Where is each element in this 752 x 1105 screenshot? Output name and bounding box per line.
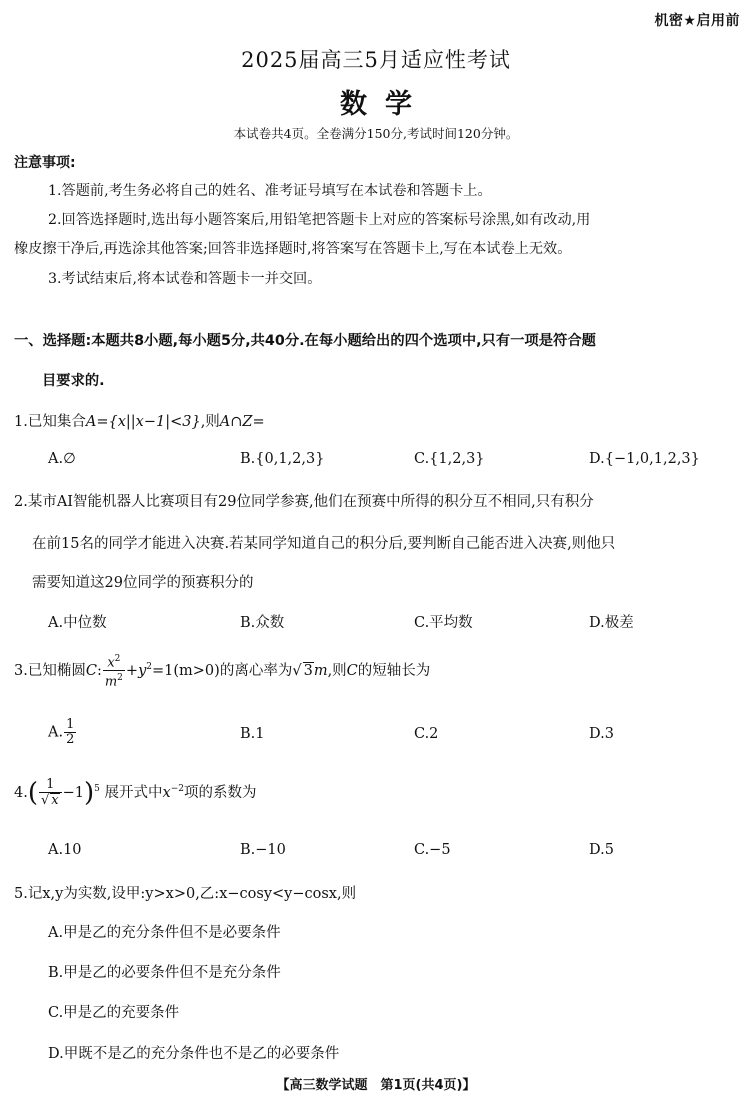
confidential-label: 机密★启用前 xyxy=(654,13,740,29)
question-3 xyxy=(14,652,430,690)
q3-m: m xyxy=(313,662,328,679)
q1-pre: 1.已知集合 xyxy=(14,414,86,430)
q4-exp: 5 xyxy=(94,784,100,795)
q2-line: 2.某市AI智能机器人比赛项目有29位同学参赛,他们在预赛中所得的积分互不相同,只有积分 xyxy=(14,494,594,510)
question-5: 5.记x,y为实数,设甲:y>x>0,乙:x−cosy<y−cosx,则 xyxy=(14,886,357,902)
q4-den-sqrt: √ xyxy=(41,793,50,808)
question-4 xyxy=(14,778,256,808)
q3-colon: : xyxy=(96,662,102,679)
q2-option-b: B.众数 xyxy=(240,615,285,631)
q1-mid: ,则 xyxy=(200,414,220,430)
q1-option-d: D.{−1,0,1,2,3} xyxy=(589,451,700,467)
q3-post2: 的短轴长为 xyxy=(357,662,431,679)
q2-option-a: A.中位数 xyxy=(48,615,107,631)
q3-c: C xyxy=(85,662,97,679)
q1-set: A={x||x−1|<3} xyxy=(85,414,201,430)
note-item: 橡皮擦干净后,再选涂其他答案;回答非选择题时,将答案写在答题卡上,写在本试卷上无效。 xyxy=(14,241,572,257)
q2-option-d: D.极差 xyxy=(589,615,634,631)
notes-heading: 注意事项: xyxy=(14,155,76,171)
q3-eq: =1(m>0)的离心率为 xyxy=(152,662,293,679)
q4-pre: 4. xyxy=(14,785,28,801)
q3-option-a-fraction xyxy=(64,718,76,747)
q3-num-exp: 2 xyxy=(114,654,121,664)
q3-option-d: D.3 xyxy=(589,726,614,742)
q3-pre: 3.已知椭圆 xyxy=(14,662,86,679)
q2-option-c: C.平均数 xyxy=(414,615,473,631)
q4-option-d: D.5 xyxy=(589,842,614,858)
q3-option-c: C.2 xyxy=(414,726,439,742)
q4-option-c: C.−5 xyxy=(414,842,451,858)
subject-title: 数学 xyxy=(340,89,430,120)
q1-option-c: C.{1,2,3} xyxy=(414,451,485,467)
q4-x-exp: −2 xyxy=(170,784,184,795)
q3-c2: C xyxy=(346,662,358,679)
note-item: 3.考试结束后,将本试卷和答题卡一并交回。 xyxy=(48,271,322,287)
q3-option-a-num: 1 xyxy=(66,717,75,732)
q4-fraction xyxy=(39,778,62,808)
q5-option-d: D.甲既不是乙的充分条件也不是乙的必要条件 xyxy=(48,1046,340,1062)
q4-den-x: x xyxy=(51,793,59,808)
q4-rparen: ) xyxy=(84,778,95,808)
q3-fraction xyxy=(103,652,125,690)
q3-y-exp: 2 xyxy=(146,662,152,672)
q5-option-a: A.甲是乙的充分条件但不是必要条件 xyxy=(48,925,281,941)
q4-lparen: ( xyxy=(27,778,38,808)
page-footer: 【高三数学试题 第1页(共4页)】 xyxy=(276,1078,476,1093)
q2-line: 需要知道这29位同学的预赛积分的 xyxy=(32,575,254,591)
note-item: 2.回答选择题时,选出每小题答案后,用铅笔把答题卡上对应的答案标号涂黑,如有改动,用 xyxy=(48,212,591,228)
q1-expr: A∩Z= xyxy=(219,414,265,430)
exam-subtitle: 本试卷共4页。全卷满分150分,考试时间120分钟。 xyxy=(233,126,519,141)
q3-num: x xyxy=(107,655,115,671)
q4-option-a: A.10 xyxy=(48,842,82,858)
question-1 xyxy=(14,410,265,431)
q5-option-c: C.甲是乙的充要条件 xyxy=(48,1005,180,1021)
section-heading-cont: 目要求的. xyxy=(42,373,105,389)
q4-option-b: B.−10 xyxy=(240,842,286,858)
q3-post: ,则 xyxy=(327,662,347,679)
q3-y: y xyxy=(138,662,147,679)
q4-post: 项的系数为 xyxy=(183,785,257,801)
note-item: 1.答题前,考生务必将自己的姓名、准考证号填写在本试卷和答题卡上。 xyxy=(48,183,492,199)
q4-mid: 展开式中 xyxy=(104,785,163,801)
q3-option-a-den: 2 xyxy=(66,732,75,747)
q1-option-a: A.∅ xyxy=(48,451,76,467)
q4-num: 1 xyxy=(39,778,62,793)
q5-option-b: B.甲是乙的必要条件但不是充分条件 xyxy=(48,965,281,981)
q1-option-b: B.{0,1,2,3} xyxy=(240,451,325,467)
q3-den: m xyxy=(104,674,118,690)
section-heading: 一、选择题:本题共8小题,每小题5分,共40分.在每小题给出的四个选项中,只有一项是符合题 xyxy=(14,333,596,349)
q2-line: 在前15名的同学才能进入决赛.若某同学知道自己的积分后,要判断自己能否进入决赛,则他只 xyxy=(32,536,616,552)
q4-minus1: −1 xyxy=(62,785,85,801)
exam-title: 2025届高三5月适应性考试 xyxy=(241,48,511,72)
q3-option-a-label: A. xyxy=(48,724,64,741)
q3-option-a xyxy=(48,718,77,747)
q3-den-exp: 2 xyxy=(117,673,123,684)
q3-sqrt-sign: √ xyxy=(292,662,302,679)
q3-option-b: B.1 xyxy=(240,726,265,742)
q3-sqrt-value: 3 xyxy=(303,662,313,679)
q4-x: x xyxy=(162,785,171,801)
q3-plus: + xyxy=(125,662,139,679)
